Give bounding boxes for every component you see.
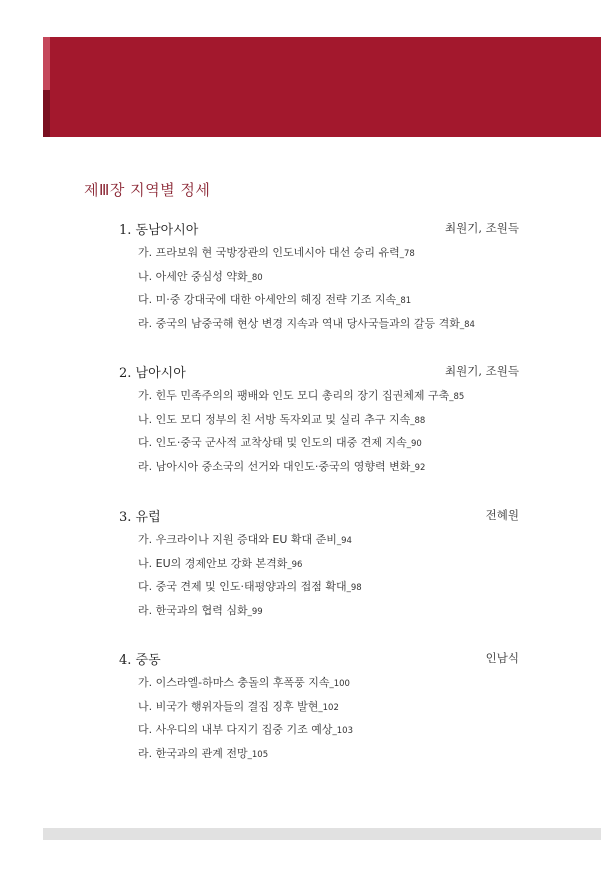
page-number: _99 <box>247 606 263 617</box>
page-number: _102 <box>318 702 339 713</box>
banner-stripe-light <box>43 37 50 90</box>
section-author: 전혜원 <box>485 508 519 522</box>
section-title[interactable]: 3. 유럽 <box>119 510 161 525</box>
section-title[interactable]: 2. 남아시아 <box>119 366 186 381</box>
toc-section <box>119 362 519 478</box>
toc-item[interactable]: 나. EU의 경제안보 강화 본격화_96 <box>138 556 303 570</box>
page-number: _88 <box>410 415 426 426</box>
toc-section <box>119 649 519 765</box>
toc-item[interactable]: 라. 한국과의 관계 전망_105 <box>138 746 269 760</box>
toc-item[interactable]: 라. 중국의 남중국해 현상 변경 지속과 역내 당사국들과의 갈등 격화_84 <box>138 316 475 330</box>
section-title[interactable]: 4. 중동 <box>119 653 161 668</box>
page-number: _78 <box>399 249 415 259</box>
toc-section <box>119 506 519 622</box>
section-author: 최원기, 조원득 <box>445 364 519 378</box>
section-author: 인남식 <box>485 651 519 665</box>
section-header <box>119 219 519 241</box>
toc-item[interactable]: 가. 우크라이나 지원 증대와 EU 확대 준비_94 <box>138 533 352 546</box>
toc-item[interactable]: 나. 아세안 중심성 약화_80 <box>138 269 263 283</box>
toc-item[interactable]: 가. 힌두 민족주의의 팽배와 인도 모디 총리의 장기 집권체제 구축_85 <box>138 389 465 402</box>
toc-item[interactable]: 라. 한국과의 협력 심화_99 <box>138 603 263 617</box>
footer-bar <box>43 828 601 840</box>
page-number: _90 <box>406 439 422 449</box>
page-number: _85 <box>449 392 465 402</box>
toc-item[interactable]: 다. 미·중 강대국에 대한 아세안의 헤징 전략 기조 지속_81 <box>138 293 412 306</box>
page-number: _81 <box>396 296 412 306</box>
toc-item[interactable]: 가. 프라보워 현 국방장관의 인도네시아 대선 승리 유력_78 <box>138 246 415 259</box>
section-header <box>119 506 519 528</box>
section-title[interactable]: 1. 동남아시아 <box>119 223 199 238</box>
toc-item[interactable]: 나. 비국가 행위자들의 결집 징후 발현_102 <box>138 699 339 713</box>
header-banner <box>43 37 601 137</box>
section-header <box>119 362 519 384</box>
section-header <box>119 649 519 671</box>
chapter-title: 제Ⅲ장 지역별 정세 <box>84 181 211 199</box>
toc-item[interactable]: 나. 인도 모디 정부의 친 서방 독자외교 및 실리 추구 지속_88 <box>138 412 426 426</box>
toc-item[interactable]: 다. 중국 견제 및 인도·태평양과의 접점 확대_98 <box>138 580 362 593</box>
toc-item[interactable]: 다. 사우디의 내부 다지기 집중 기조 예상_103 <box>138 723 353 736</box>
page-number: _103 <box>332 726 353 736</box>
page-number: _84 <box>459 319 475 330</box>
section-author: 최원기, 조원득 <box>445 221 519 235</box>
page-number: _92 <box>410 462 426 473</box>
page-number: _100 <box>329 679 350 689</box>
page-number: _96 <box>287 559 303 570</box>
toc-item[interactable]: 다. 인도·중국 군사적 교착상태 및 인도의 대중 견제 지속_90 <box>138 436 422 449</box>
toc-item[interactable]: 라. 남아시아 중소국의 선거와 대인도·중국의 영향력 변화_92 <box>138 459 426 473</box>
page-number: _80 <box>247 272 263 283</box>
toc-item[interactable]: 가. 이스라엘-하마스 충돌의 후폭풍 지속_100 <box>138 676 350 689</box>
page-number: _94 <box>336 536 352 546</box>
page-number: _105 <box>247 749 269 760</box>
page-number: _98 <box>346 583 362 593</box>
toc-section <box>119 219 519 335</box>
